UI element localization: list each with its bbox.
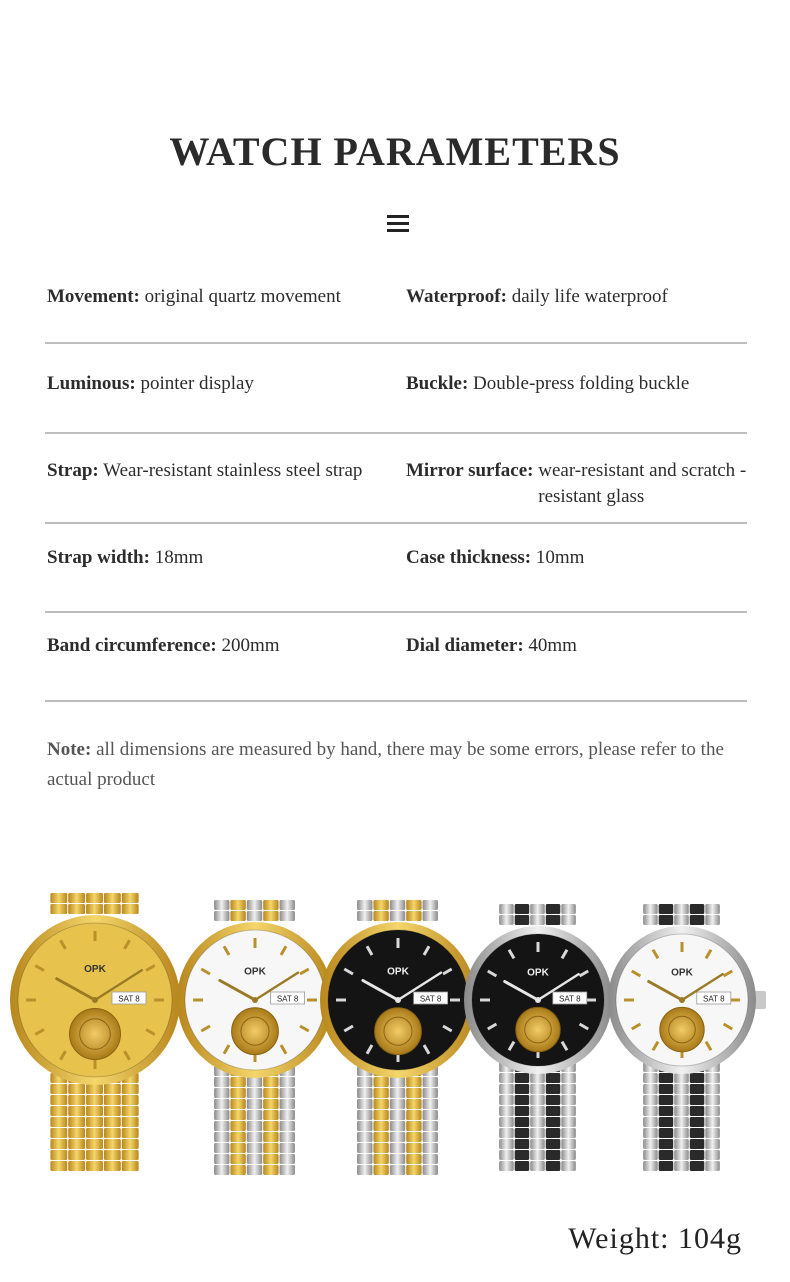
param-value: Wear-resistant stainless steel strap	[103, 460, 363, 481]
divider	[45, 522, 747, 524]
param-band-circumference	[47, 633, 397, 659]
param-key: Case thickness:	[406, 547, 532, 568]
note-label: Note:	[47, 739, 92, 760]
day-date-window: SAT 8	[276, 994, 299, 1004]
param-buckle	[406, 371, 761, 397]
divider	[45, 432, 747, 434]
param-movement	[47, 284, 397, 310]
brand-logo: OPK	[387, 966, 409, 978]
note	[47, 735, 727, 795]
menu-icon[interactable]	[387, 215, 409, 233]
param-value: daily life waterproof	[511, 286, 668, 307]
brand-logo: OPK	[84, 963, 106, 975]
param-luminous	[47, 371, 397, 397]
param-strap	[47, 458, 397, 484]
watch-3	[320, 900, 486, 1175]
param-value: original quartz movement	[144, 286, 341, 307]
param-dial-diameter	[406, 633, 761, 659]
param-value: pointer display	[140, 373, 254, 394]
weight-label: Weight: 104g	[568, 1222, 742, 1255]
param-value: 10mm	[535, 547, 585, 568]
day-date-window: SAT 8	[118, 994, 140, 1004]
note-text: all dimensions are measured by hand, there may be some errors, please refer to the actual product	[47, 739, 724, 790]
brand-logo: OPK	[671, 967, 693, 979]
brand-logo: OPK	[244, 966, 266, 978]
divider	[45, 700, 747, 702]
brand-logo: OPK	[527, 967, 549, 979]
param-value: wear-resistant and scratch -resistant glass	[538, 460, 747, 507]
param-case-thickness	[406, 545, 761, 571]
day-date-window: SAT 8	[703, 994, 725, 1004]
param-waterproof	[406, 284, 761, 310]
watch-4	[464, 904, 622, 1171]
param-value: Double-press folding buckle	[473, 373, 690, 394]
watch-1	[10, 893, 190, 1171]
day-date-window: SAT 8	[559, 994, 581, 1004]
param-mirror-surface	[406, 458, 761, 510]
watch-2	[177, 900, 343, 1175]
param-strap-width	[47, 545, 397, 571]
day-date-window: SAT 8	[419, 994, 442, 1004]
divider	[45, 611, 747, 613]
param-key: Strap:	[47, 460, 99, 481]
watch-5	[608, 904, 766, 1171]
param-value: 200mm	[221, 635, 280, 656]
param-key: Dial diameter:	[406, 635, 524, 656]
divider	[45, 342, 747, 344]
param-key: Band circumference:	[47, 635, 217, 656]
param-value: 40mm	[528, 635, 577, 656]
param-value: 18mm	[154, 547, 204, 568]
param-key: Strap width:	[47, 547, 150, 568]
watch-lineup-image	[0, 840, 790, 1190]
param-key: Buckle:	[406, 373, 469, 394]
param-key: Mirror surface:	[406, 460, 534, 481]
param-key: Luminous:	[47, 373, 136, 394]
page-title: WATCH PARAMETERS	[169, 129, 621, 174]
param-key: Waterproof:	[406, 286, 507, 307]
param-key: Movement:	[47, 286, 140, 307]
